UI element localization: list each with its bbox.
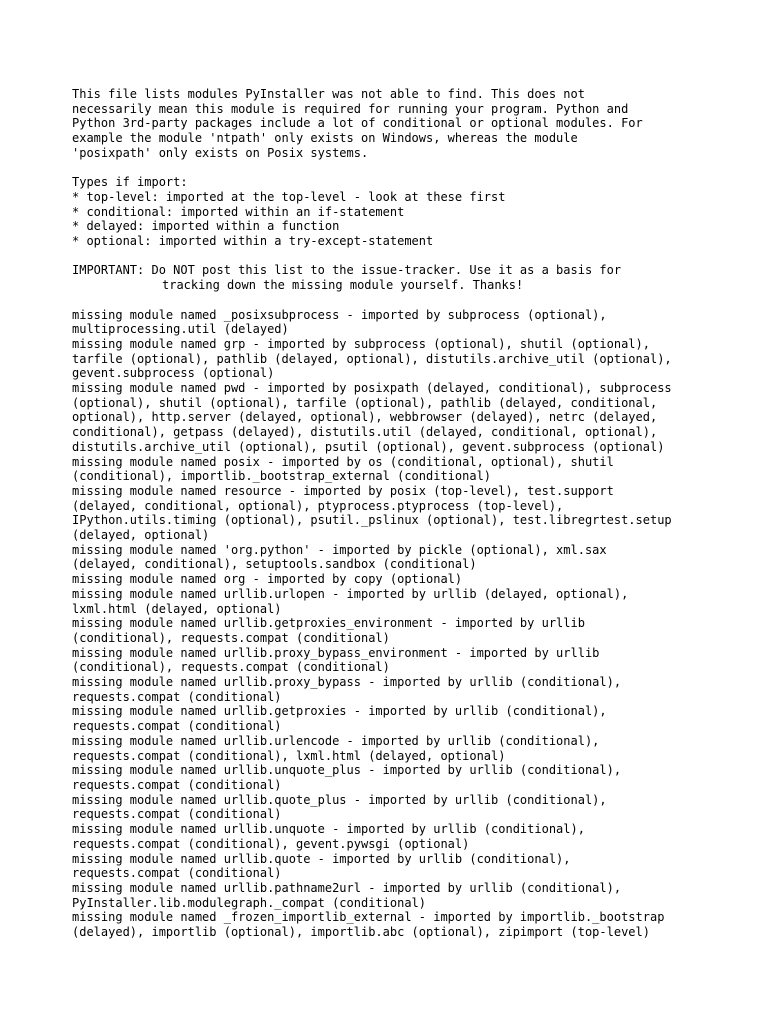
import-type-item: * delayed: imported within a function xyxy=(72,219,340,234)
missing-module-line: multiprocessing.util (delayed) xyxy=(72,322,289,337)
missing-module-line: tarfile (optional), pathlib (delayed, optional), distutils.archive_util (optional), xyxy=(72,351,672,366)
missing-module-line: missing module named urllib.pathname2url - imported by urllib (conditional), xyxy=(72,880,622,895)
missing-module-line: missing module named grp - imported by subprocess (optional), shutil (optional), xyxy=(72,336,650,351)
missing-module-line: missing module named _posixsubprocess - imported by subprocess (optional), xyxy=(72,307,607,322)
blank-line xyxy=(72,249,762,264)
missing-module-line: missing module named posix - imported by os (conditional, optional), shutil xyxy=(72,454,614,469)
import-type-item: * top-level: imported at the top-level - look at these first xyxy=(72,189,506,204)
import-types-heading: Types if import: xyxy=(72,175,188,190)
missing-module-line: PyInstaller.lib.modulegraph._compat (conditional) xyxy=(72,895,427,910)
missing-module-line: distutils.archive_util (optional), psutil (optional), gevent.subprocess (optional) xyxy=(72,439,665,454)
text-line: 'posixpath' only exists on Posix systems. xyxy=(72,145,369,160)
important-line: IMPORTANT: Do NOT post this list to the issue-tracker. Use it as a basis for xyxy=(72,263,622,278)
important-line: tracking down the missing module yourself. Thanks! xyxy=(162,278,524,293)
import-types-section xyxy=(72,175,762,249)
missing-module-line: missing module named urllib.quote_plus - imported by urllib (conditional), xyxy=(72,792,607,807)
document-page xyxy=(72,87,762,940)
blank-line xyxy=(72,293,762,308)
missing-module-line: (delayed), importlib (optional), importlib.abc (optional), zipimport (top-level) xyxy=(72,925,650,940)
missing-module-line: missing module named urllib.unquote_plus - imported by urllib (conditional), xyxy=(72,763,622,778)
missing-module-line: (delayed, conditional), setuptools.sandbox (conditional) xyxy=(72,557,477,572)
missing-module-line: requests.compat (conditional) xyxy=(72,807,282,822)
text-line: Python 3rd-party packages include a lot of conditional or optional modules. For xyxy=(72,116,643,131)
import-type-item: * optional: imported within a try-except-statement xyxy=(72,234,434,249)
missing-module-line: (conditional), requests.compat (conditional) xyxy=(72,630,390,645)
missing-module-line: requests.compat (conditional), gevent.pywsgi (optional) xyxy=(72,836,470,851)
missing-module-line: requests.compat (conditional) xyxy=(72,778,282,792)
import-type-item: * conditional: imported within an if-statement xyxy=(72,204,405,219)
missing-module-line: IPython.utils.timing (optional), psutil._pslinux (optional), test.libregrtest.setup xyxy=(72,513,672,528)
missing-module-line: missing module named urllib.proxy_bypass - imported by urllib (conditional), xyxy=(72,675,622,690)
missing-module-line: conditional), getpass (delayed), distutils.util (delayed, conditional, optional), xyxy=(72,425,658,440)
missing-module-line: (conditional), importlib._bootstrap_external (conditional) xyxy=(72,469,492,484)
missing-module-line: missing module named resource - imported by posix (top-level), test.support xyxy=(72,483,614,498)
missing-module-line: missing module named urllib.getproxies - imported by urllib (conditional), xyxy=(72,704,607,719)
missing-module-line: missing module named urllib.proxy_bypass_environment - imported by urllib xyxy=(72,645,600,660)
important-notice xyxy=(72,263,762,292)
missing-module-line: gevent.subprocess (optional) xyxy=(72,366,275,381)
missing-module-line: lxml.html (delayed, optional) xyxy=(72,601,282,616)
missing-module-line: missing module named org - imported by copy (optional) xyxy=(72,572,463,587)
missing-module-line: requests.compat (conditional) xyxy=(72,866,282,881)
missing-module-line: requests.compat (conditional), lxml.html (delayed, optional) xyxy=(72,748,506,763)
missing-module-line: missing module named _frozen_importlib_external - imported by importlib._bootstrap xyxy=(72,910,665,925)
missing-module-line: missing module named urllib.urlencode - imported by urllib (conditional), xyxy=(72,733,600,748)
missing-module-line: optional), http.server (delayed, optional), webbrowser (delayed), netrc (delayed, xyxy=(72,410,658,425)
missing-module-line: missing module named urllib.getproxies_environment - imported by urllib xyxy=(72,616,585,631)
missing-module-line: missing module named urllib.unquote - imported by urllib (conditional), xyxy=(72,822,585,837)
text-line: necessarily mean this module is required for running your program. Python and xyxy=(72,101,629,116)
intro-paragraph xyxy=(72,87,762,161)
text-line: This file lists modules PyInstaller was not able to find. This does not xyxy=(72,87,585,101)
missing-module-line: (delayed, optional) xyxy=(72,528,210,543)
missing-module-line: missing module named 'org.python' - imported by pickle (optional), xml.sax xyxy=(72,542,607,557)
missing-module-line: (optional), shutil (optional), tarfile (optional), pathlib (delayed, conditional, xyxy=(72,395,658,410)
missing-module-line: (delayed, conditional, optional), ptyprocess.ptyprocess (top-level), xyxy=(72,498,564,513)
missing-module-line: requests.compat (conditional) xyxy=(72,719,282,734)
missing-module-line: (conditional), requests.compat (conditional) xyxy=(72,660,390,675)
missing-module-line: missing module named urllib.urlopen - imported by urllib (delayed, optional), xyxy=(72,586,629,601)
missing-modules-list xyxy=(72,308,762,940)
missing-module-line: missing module named pwd - imported by posixpath (delayed, conditional), subprocess xyxy=(72,381,672,396)
missing-module-line: missing module named urllib.quote - imported by urllib (conditional), xyxy=(72,851,571,866)
missing-module-line: requests.compat (conditional) xyxy=(72,689,282,704)
text-line: example the module 'ntpath' only exists on Windows, whereas the module xyxy=(72,131,578,146)
blank-line xyxy=(72,161,762,176)
